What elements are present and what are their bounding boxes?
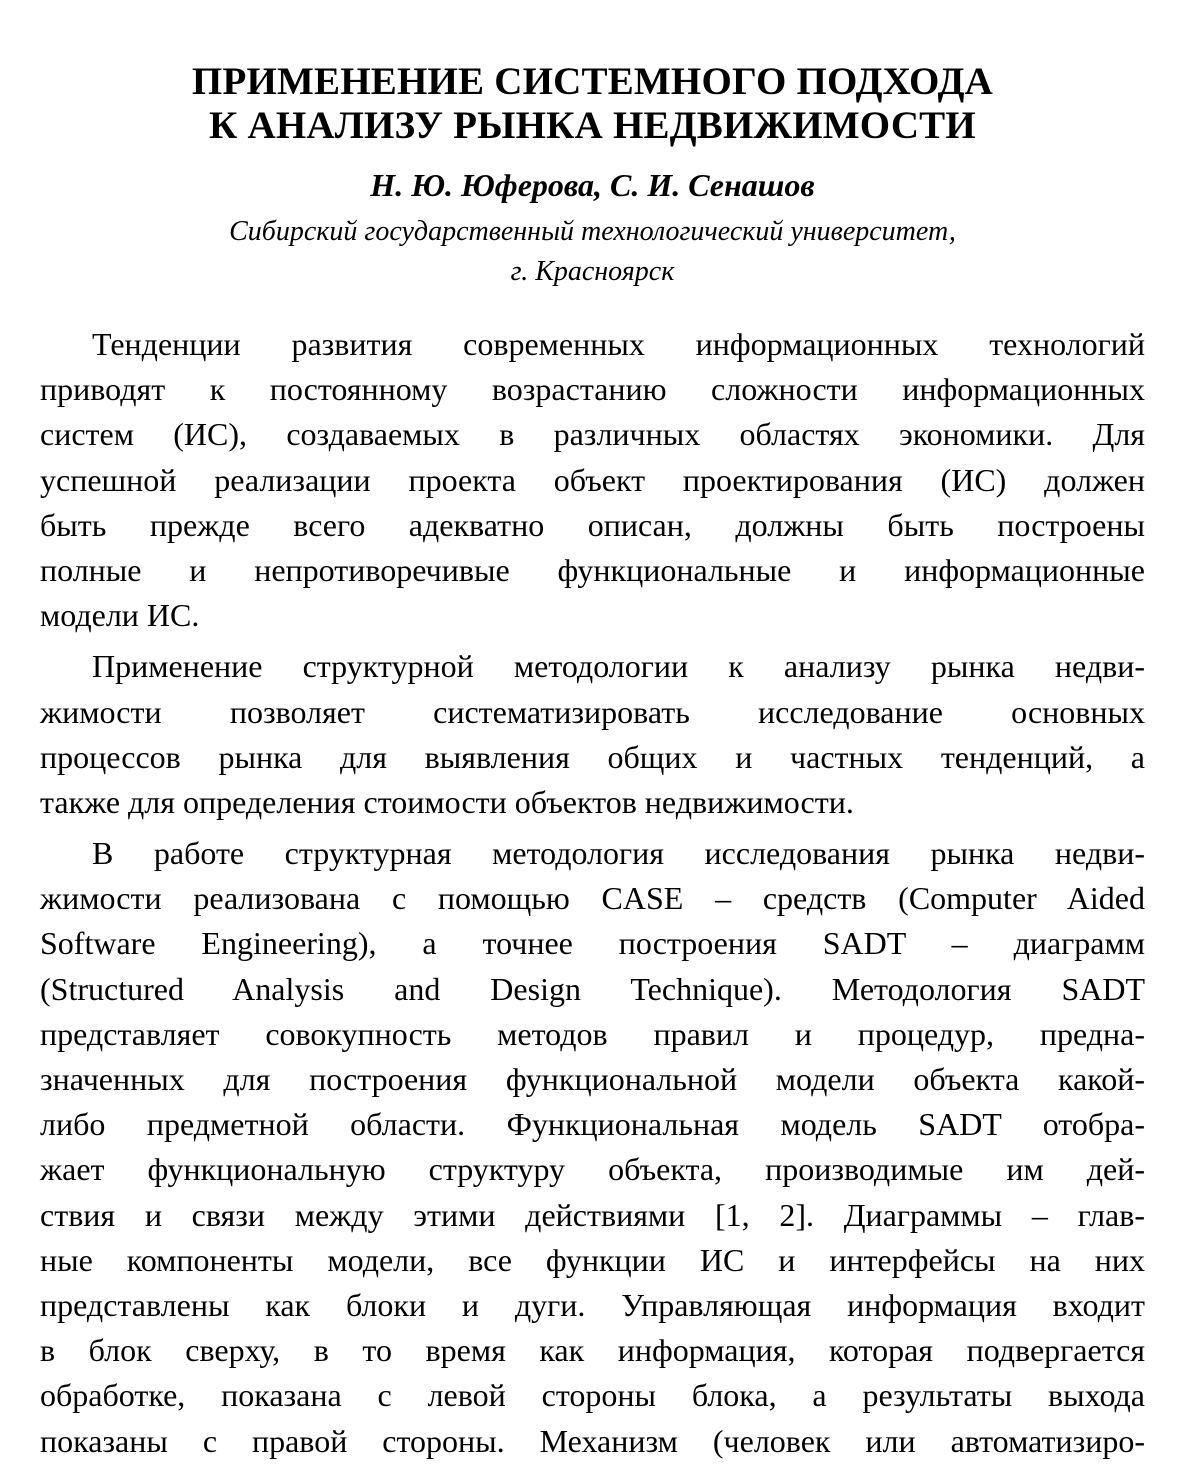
paragraph-3: [40, 831, 1145, 1464]
text-line: приводят к постоянному возрастанию сложности информационных: [40, 371, 1145, 408]
text-line: жимости позволяет систематизировать исследование основных: [40, 693, 1145, 730]
paper-body: [40, 322, 1145, 1464]
paper-authors: Н. Ю. Юферова, С. И. Сенашов: [370, 167, 815, 203]
text-line: ные компоненты модели, все функции ИС и интерфейсы на них: [40, 1241, 1145, 1278]
text-line: Тенденции развития современных информационных технологий: [92, 326, 1145, 362]
text-line: жает функциональную структуру объекта, производимые им дей-: [40, 1151, 1145, 1188]
text-line: представляет совокупность методов правил и процедур, предна-: [40, 1015, 1145, 1052]
paragraph-2: [40, 644, 1145, 825]
text-line: В работе структурная методология исследования рынка недви-: [92, 835, 1145, 872]
paragraph-1: [40, 322, 1145, 638]
text-line: полные и непротиворечивые функциональные и информационные: [40, 551, 1145, 588]
affiliation-line-1: Сибирский государственный технологический университет,: [229, 216, 956, 247]
text-line: в блок сверху, в то время как информация, которая подвергается: [40, 1332, 1145, 1369]
text-line: (Structured Analysis and Design Technique). Методология SADT: [40, 970, 1145, 1007]
text-line: показаны с правой стороны. Механизм (человек или автоматизиро-: [40, 1422, 1145, 1459]
text-line: либо предметной области. Функциональная модель SADT отобра-: [40, 1106, 1145, 1143]
text-line: процессов рынка для выявления общих и частных тенденций, а: [40, 738, 1145, 775]
affiliation-line-2: г. Красноярск: [510, 256, 675, 287]
text-line: модели ИС.: [40, 597, 200, 634]
text-line: жимости реализована с помощью CASE – средств (Computer Aided: [40, 880, 1145, 917]
text-line: Software Engineering), а точнее построения SADT – диаграмм: [40, 925, 1145, 962]
text-line: быть прежде всего адекватно описан, должны быть построены: [40, 506, 1145, 543]
paper-title-line-2: К АНАЛИЗУ РЫНКА НЕДВИЖИМОСТИ: [209, 104, 976, 147]
text-line: Применение структурной методологии к анализу рынка недви-: [92, 648, 1145, 685]
text-line: значенных для построения функциональной модели объекта какой-: [40, 1061, 1145, 1097]
text-line: ствия и связи между этими действиями [1, 2]. Диаграммы – глав-: [40, 1196, 1145, 1233]
text-line: обработке, показана с левой стороны блока, а результаты выхода: [40, 1377, 1145, 1414]
paper-affiliation: [0, 212, 1185, 292]
paper-title-line-1: ПРИМЕНЕНИЕ СИСТЕМНОГО ПОДХОДА: [191, 60, 994, 103]
text-line: также для определения стоимости объектов недвижимости.: [40, 783, 854, 820]
text-line: систем (ИС), создаваемых в различных областях экономики. Для: [40, 416, 1145, 453]
text-line: успешной реализации проекта объект проектирования (ИС) должен: [40, 461, 1145, 498]
paper-title: [0, 60, 1185, 148]
text-line: представлены как блоки и дуги. Управляющая информация входит: [40, 1286, 1145, 1323]
